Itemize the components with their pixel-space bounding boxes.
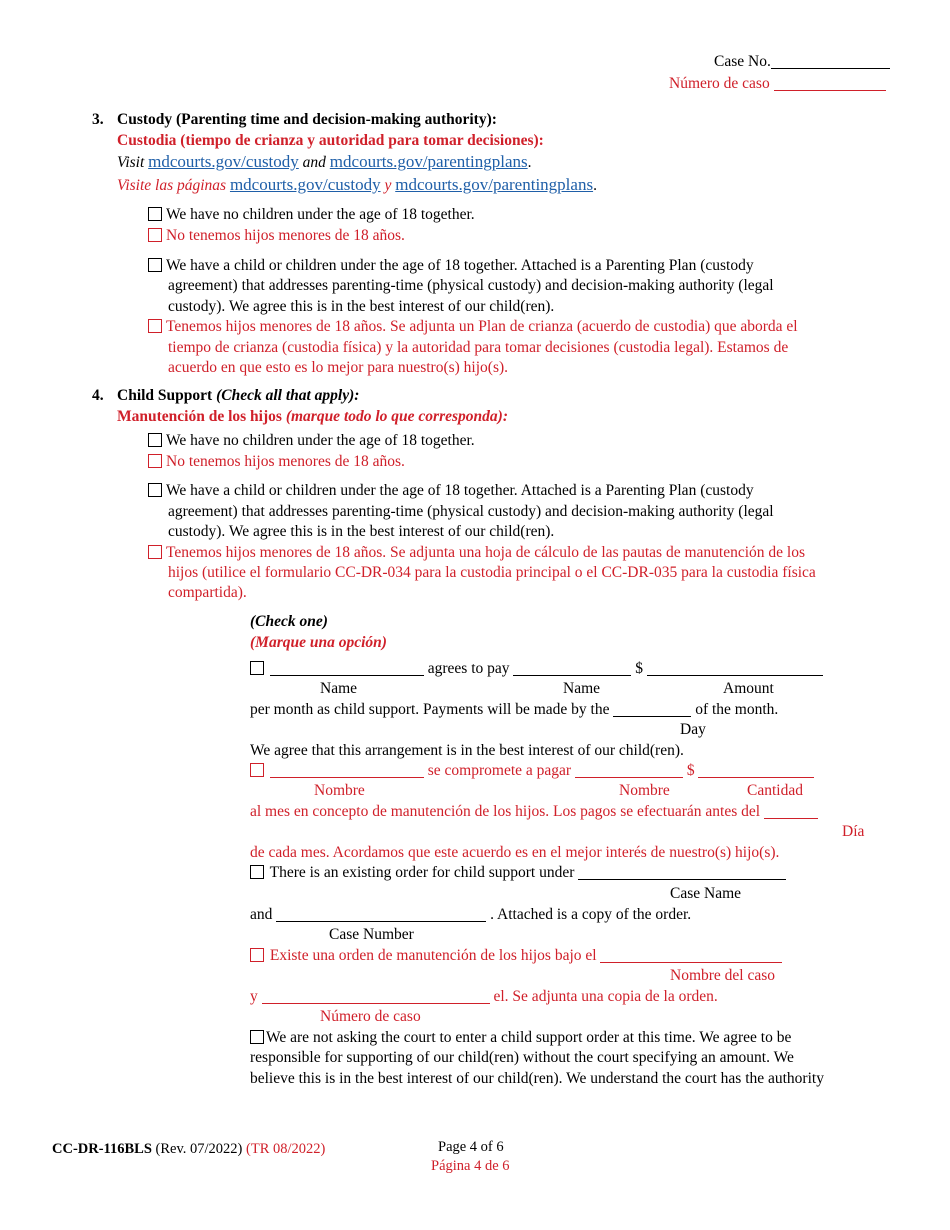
section4-title-row-es [117,407,508,427]
payer-name-caption: Name [320,680,358,697]
section3-title-es: Custodia (tiempo de crianza y autoridad para tomar decisiones): [117,132,544,149]
attached-copy-text: . Attached is a copy of the order. [490,906,692,923]
s4-option2 [148,481,754,501]
s3-option2-line3: custody). We agree this is in the best interest of our child(ren). [168,298,555,315]
parentingplans-link[interactable]: mdcourts.gov/parentingplans [329,152,528,171]
s3-option2-line2: agreement) that addresses parenting-time (physical custody) and decision-making authority (legal [168,277,774,294]
case-no-label-es: Número de caso [669,75,770,92]
s3-option2-es-line3: acuerdo en que esto es lo mejor para nuestro(s) hijo(s). [168,359,509,376]
dollar-sign-es: $ [686,762,695,779]
case-no-field[interactable] [771,52,890,69]
agrees-to-pay-text: agrees to pay [427,660,510,677]
existing-order-row [250,863,786,883]
per-month-text-es: al mes en concepto de manutención de los hijos. Los pagos se efectuarán antes del [250,803,761,820]
s4-option1 [148,431,475,451]
s4-option2-es-line1: Tenemos hijos menores de 18 años. Se adjunta una hoja de cálculo de las pautas de manutención de los [166,544,805,561]
s4-option2-checkbox[interactable] [148,483,162,497]
s3-option1-checkbox-es[interactable] [148,228,162,242]
s3-option2-checkbox[interactable] [148,258,162,272]
check-one-label-es: (Marque una opción) [250,634,387,651]
s4-option2-line1: We have a child or children under the age of 18 together. Attached is a Parenting Plan (custody [166,482,754,499]
s4-option1-label: We have no children under the age of 18 together. [166,432,475,449]
amount-field-es[interactable] [698,761,814,778]
case-name-field[interactable] [578,863,786,880]
case-no-field-es[interactable] [774,74,886,91]
payee-name-field[interactable] [513,659,631,676]
case-number-caption-es: Número de caso [320,1008,421,1025]
and-text-es: y [384,177,392,194]
parentingplans-link-es[interactable]: mdcourts.gov/parentingplans [395,175,594,194]
visit-text-es: Visite las páginas [117,177,227,194]
existing-order-row-es [250,946,782,966]
case-number-row [250,905,691,925]
amount-field[interactable] [647,659,823,676]
case-number-field-es[interactable] [262,987,490,1004]
dollar-sign: $ [635,660,644,677]
not-asking-line2: responsible for supporting of our child(ren) without the court specifying an amount. We [250,1049,794,1066]
attached-copy-text-es: el. Se adjunta una copia de la orden. [493,988,718,1005]
check-one-label: (Check one) [250,613,328,630]
s4-option1-checkbox[interactable] [148,433,162,447]
amount-caption-es: Cantidad [747,782,803,799]
s3-option1 [148,205,475,225]
not-asking-line3: believe this is in the best interest of our child(ren). We understand the court has the authority [250,1070,824,1087]
amount-caption: Amount [723,680,774,697]
section4-title-row [117,386,359,406]
existing-order-text: There is an existing order for child support under [269,864,575,881]
not-asking-row [250,1028,791,1048]
s4-option1-es [148,452,405,472]
page-number-es: Página 4 de 6 [431,1158,510,1174]
section4-title-note-es: (marque todo lo que corresponda): [285,408,508,425]
s3-option2-es [148,317,798,337]
payee-name-caption-es: Nombre [619,782,670,799]
s4-option2-es [148,543,805,563]
not-asking-checkbox[interactable] [250,1030,264,1044]
s4-option2-checkbox-es[interactable] [148,545,162,559]
existing-order-text-es: Existe una orden de manutención de los hijos bajo el [269,947,597,964]
payer-name-field[interactable] [270,659,424,676]
custody-link-es[interactable]: mdcourts.gov/custody [229,175,381,194]
page-number: Page 4 of 6 [438,1139,504,1155]
case-number-caption: Case Number [329,926,414,943]
section3-visit-line-es: Visite las páginas mdcourts.gov/custody y mdcourts.gov/parentingplans. [117,175,597,194]
s4-option1-checkbox-es[interactable] [148,454,162,468]
agree-text: We agree that this arrangement is in the best interest of our child(ren). [250,742,684,759]
and-word-es: y [250,988,258,1005]
payee-name-caption: Name [563,680,601,697]
pay-option-checkbox-es[interactable] [250,763,264,777]
per-month-text: per month as child support. Payments will be made by the [250,701,610,718]
section4-title-es: Manutención de los hijos [117,408,282,425]
per-month-row-es [250,802,818,822]
s3-option2 [148,256,754,276]
section4-number: 4. [92,387,104,404]
s3-option1-es [148,226,405,246]
case-no-label: Case No. [714,53,771,70]
s3-option1-checkbox[interactable] [148,207,162,221]
payee-name-field-es[interactable] [575,761,683,778]
and-text: and [302,154,326,171]
s4-option2-es-line2: hijos (utilice el formulario CC-DR-034 para la custodia principal o el CC-DR-035 para la custodia física [168,564,816,581]
section3-visit-line: Visit mdcourts.gov/custody and mdcourts.gov/parentingplans. [117,152,532,171]
per-month-row [250,700,778,720]
case-no-row [714,52,890,72]
existing-order-checkbox-es[interactable] [250,948,264,962]
section4-title-note: (Check all that apply): [216,387,360,404]
s3-option2-es-line1: Tenemos hijos menores de 18 años. Se adjunta un Plan de crianza (acuerdo de custodia) que aborda el [166,318,798,335]
agrees-to-pay-text-es: se compromete a pagar [427,762,572,779]
form-revision: (Rev. 07/2022) [155,1141,243,1157]
and-word: and [250,906,273,923]
pay-option-checkbox[interactable] [250,661,264,675]
s3-option2-line1: We have a child or children under the age of 18 together. Attached is a Parenting Plan (custody [166,257,754,274]
payer-name-caption-es: Nombre [314,782,365,799]
s3-option1-label: We have no children under the age of 18 together. [166,206,475,223]
s3-option2-checkbox-es[interactable] [148,319,162,333]
day-caption: Day [680,721,706,738]
footer-form-id-row [52,1139,325,1159]
s4-option1-label-es: No tenemos hijos menores de 18 años. [166,453,405,470]
case-name-caption: Case Name [670,885,742,902]
form-translation: (TR 08/2022) [246,1141,326,1157]
s4-option2-line3: custody). We agree this is in the best interest of our child(ren). [168,523,555,540]
day-field[interactable] [613,700,691,717]
case-number-row-es [250,987,718,1007]
s3-option2-es-line2: tiempo de crianza (custodia física) y la autoridad para tomar decisiones (custodia legal). Estamos de [168,339,789,356]
pay-row [250,659,823,679]
s3-option1-label-es: No tenemos hijos menores de 18 años. [166,227,405,244]
visit-text: Visit [117,154,145,171]
case-name-caption-es: Nombre del caso [670,967,776,984]
form-id: CC-DR-116BLS [52,1141,152,1157]
section4-title: Child Support [117,387,213,404]
of-month-text: of the month. [695,701,779,718]
agree-text-es: de cada mes. Acordamos que este acuerdo es en el mejor interés de nuestro(s) hijo(s). [250,844,780,861]
existing-order-checkbox[interactable] [250,865,264,879]
case-name-field-es[interactable] [600,946,782,963]
s4-option2-line2: agreement) that addresses parenting-time (physical custody) and decision-making authority (legal [168,503,774,520]
payer-name-field-es[interactable] [270,761,424,778]
case-number-field[interactable] [276,905,486,922]
custody-link[interactable]: mdcourts.gov/custody [148,152,299,171]
day-caption-es: Día [842,823,865,840]
day-field-es[interactable] [764,802,818,819]
case-no-row-es [669,74,886,94]
s4-option2-es-line3: compartida). [168,584,247,601]
section3-number: 3. [92,111,104,128]
pay-row-es [250,761,814,781]
not-asking-line1: We are not asking the court to enter a child support order at this time. We agree to be [266,1029,792,1046]
section3-title: Custody (Parenting time and decision-making authority): [117,111,497,128]
